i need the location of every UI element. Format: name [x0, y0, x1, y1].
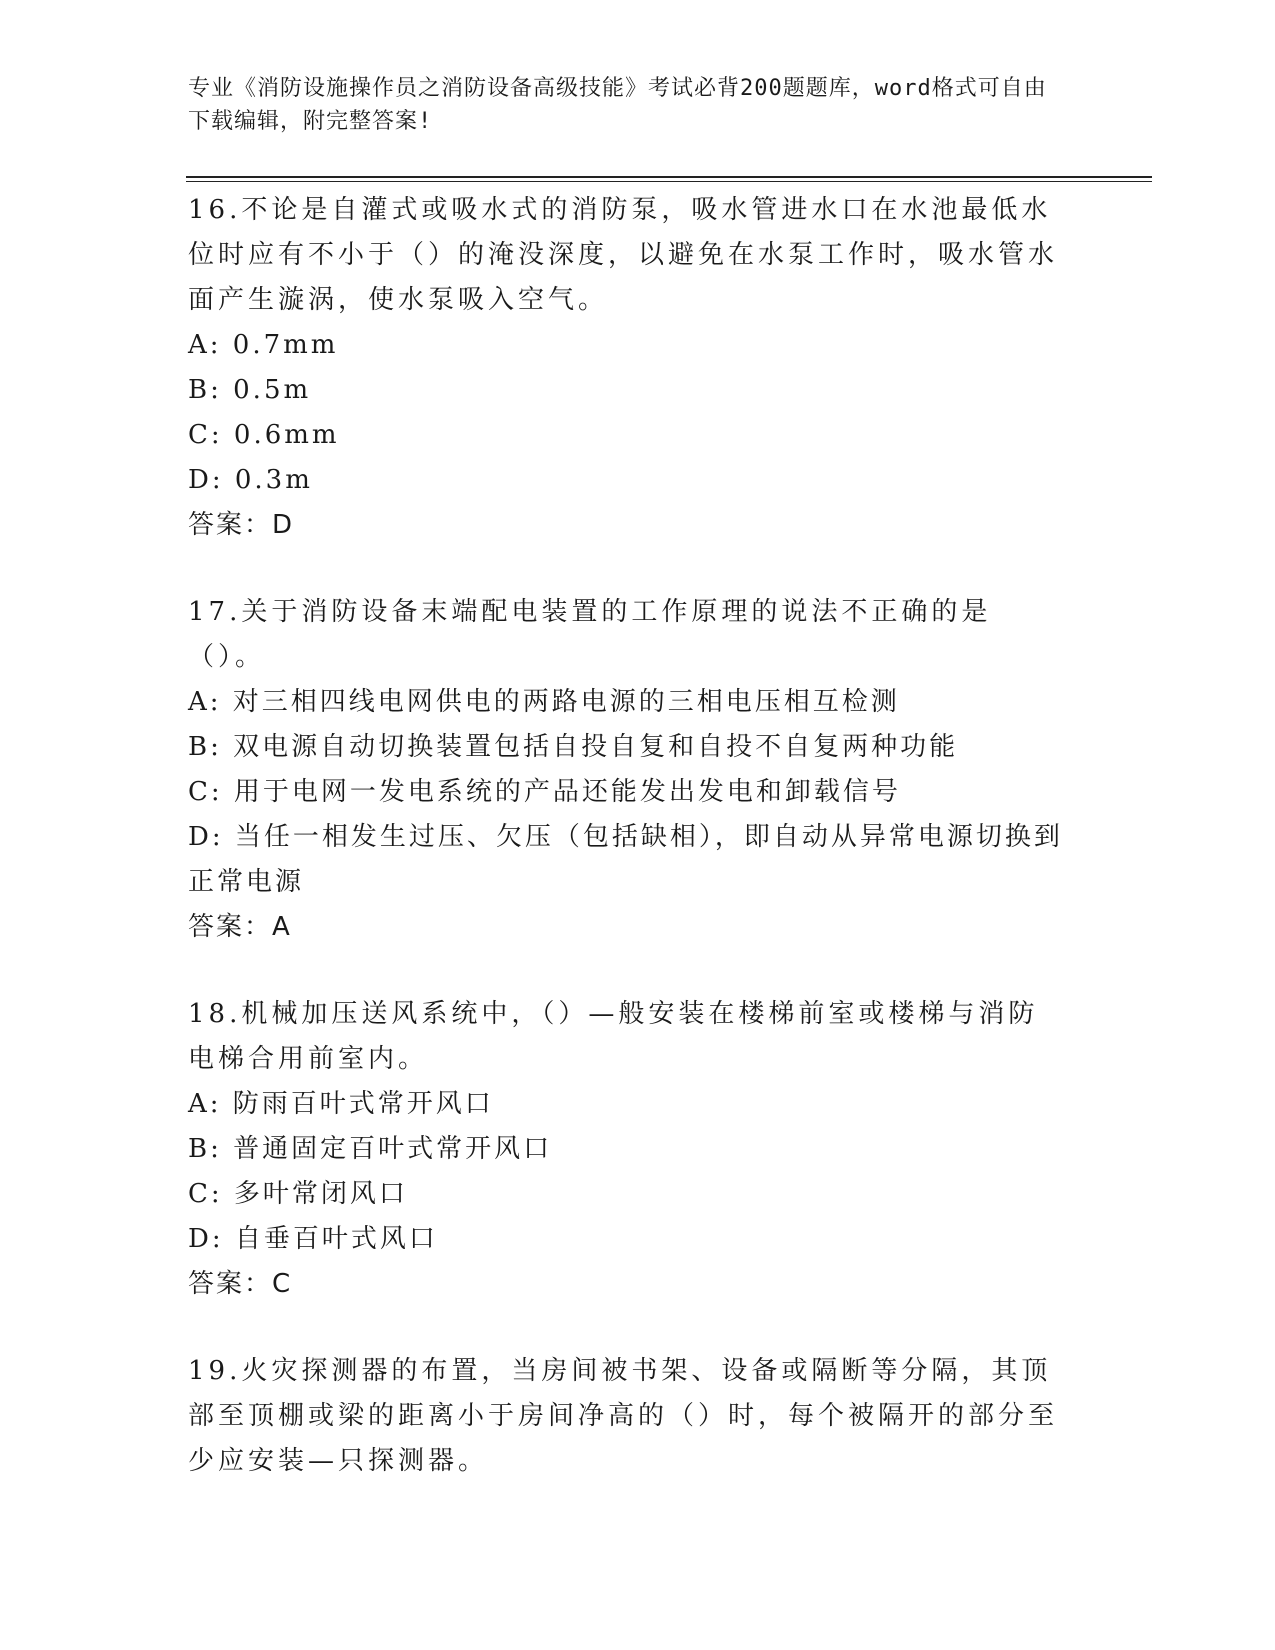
question-list: [188, 188, 1068, 1526]
question-stem: 19.火灾探测器的布置，当房间被书架、设备或隔断等分隔，其顶部至顶棚或梁的距离小于房间净高的（）时，每个被隔开的部分至少应安装—只探测器。: [188, 1356, 1059, 1476]
option-a: A: 0.7mm: [188, 330, 339, 360]
option-d: D: 0.3m: [188, 465, 313, 495]
option-c: C: 用于电网一发电系统的产品还能发出发电和卸载信号: [188, 777, 901, 807]
option-a: A: 对三相四线电网供电的两路电源的三相电压相互检测: [188, 687, 900, 717]
question-18: [188, 992, 1068, 1307]
answer-line: 答案：A: [188, 912, 292, 942]
question-stem: 16.不论是自灌式或吸水式的消防泵，吸水管进水口在水池最低水位时应有不小于（）的淹没深度，以避免在水泵工作时，吸水管水面产生漩涡，使水泵吸入空气。: [188, 195, 1059, 315]
header-divider-thick: [186, 176, 1152, 178]
question-19: [188, 1349, 1068, 1484]
question-stem: 18.机械加压送风系统中，（）—般安装在楼梯前室或楼梯与消防电梯合用前室内。: [188, 999, 1039, 1074]
header-divider-thin: [186, 181, 1152, 182]
option-d: D: 自垂百叶式风口: [188, 1224, 438, 1254]
question-16: [188, 188, 1068, 548]
option-b: B: 双电源自动切换装置包括自投自复和自投不自复两种功能: [188, 732, 959, 762]
question-17: [188, 590, 1068, 950]
option-b: B: 普通固定百叶式常开风口: [188, 1134, 553, 1164]
option-d: D: 当任一相发生过压、欠压（包括缺相），即自动从异常电源切换到正常电源: [188, 822, 1063, 897]
document-header: 专业《消防设施操作员之消防设备高级技能》考试必背200题题库，word格式可自由下载编辑，附完整答案!: [188, 76, 1047, 134]
option-c: C: 0.6mm: [188, 420, 340, 450]
option-a: A: 防雨百叶式常开风口: [188, 1089, 494, 1119]
option-b: B: 0.5m: [188, 375, 312, 405]
answer-line: 答案：D: [188, 510, 295, 540]
question-stem: 17.关于消防设备末端配电装置的工作原理的说法不正确的是（）。: [188, 597, 992, 672]
option-c: C: 多叶常闭风口: [188, 1179, 408, 1209]
answer-line: 答案：C: [188, 1269, 293, 1299]
